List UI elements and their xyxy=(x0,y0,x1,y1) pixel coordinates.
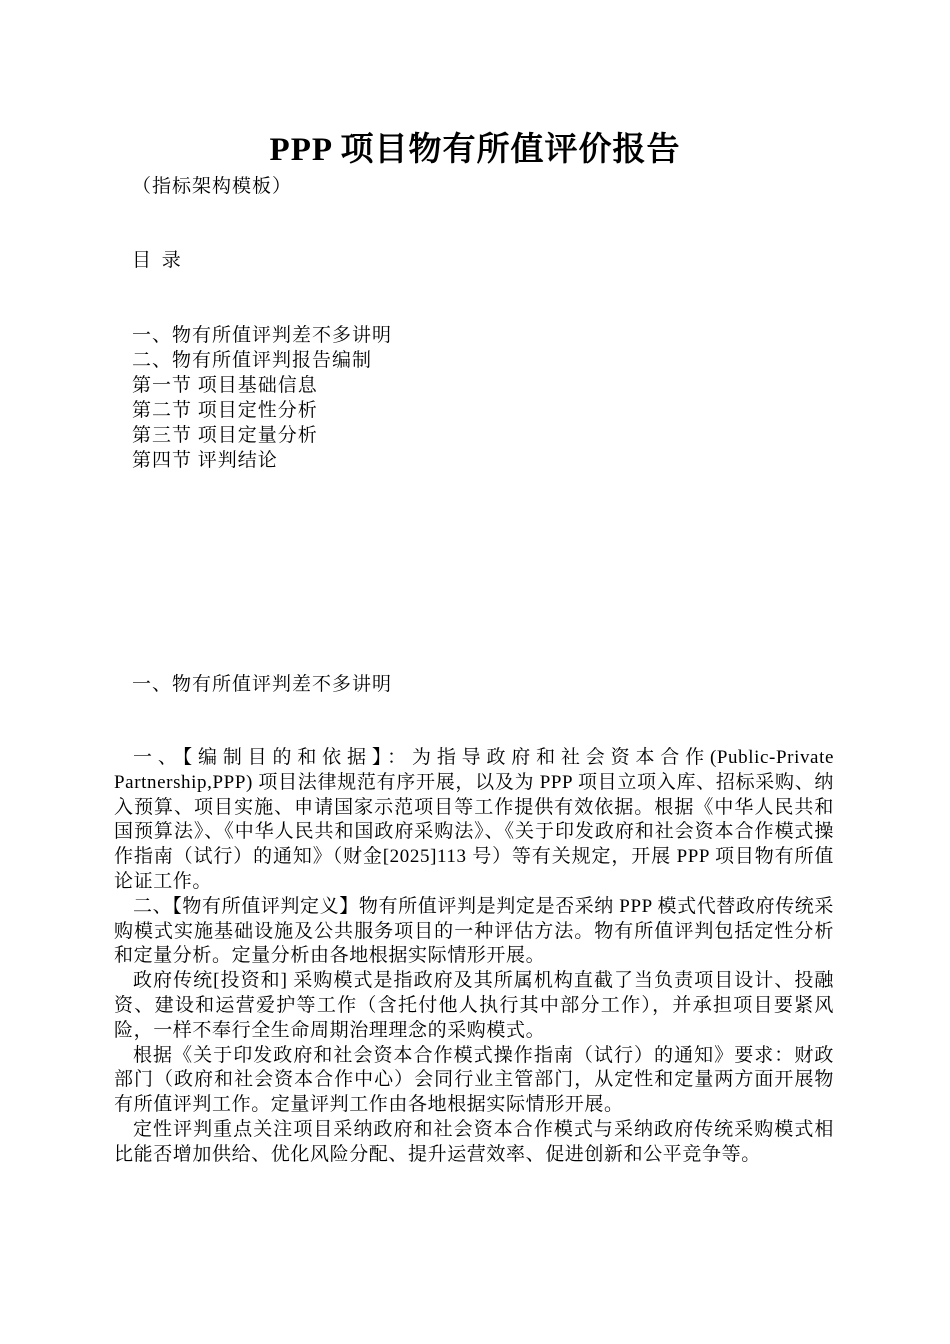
toc-item: 第四节 评判结论 xyxy=(132,450,278,471)
toc-item: 一、物有所值评判差不多讲明 xyxy=(132,325,393,346)
table-of-contents xyxy=(132,323,392,473)
paragraph: 一、【编制目的和依据】：为指导政府和社会资本合作(Public-Private Partnership,PPP) 项目法律规范有序开展，以及为 PPP 项目立项入库、招标采购、纳入预算、项目实施、申请国家示范项目等工作提供有效依据。根据《中华人民共和国预算法》、《中华人民共和国政府采购法》、《关于印发政府和社会资本合作模式操作指南（试行）的通知》（财金[2025]113 号）等有关规定，开展 PPP 项目物有所值论证工作。 xyxy=(114,747,834,892)
paragraph: 二、【物有所值评判定义】物有所值评判是判定是否采纳 PPP 模式代替政府传统采购模式实施基础设施及公共服务项目的一种评估方法。物有所值评判包括定性分析和定量分析。定量分析由各地根据实际情形开展。 xyxy=(114,895,834,967)
paragraph: 根据《关于印发政府和社会资本合作模式操作指南（试行）的通知》要求：财政部门（政府和社会资本合作中心）会同行业主管部门，从定性和定量两方面开展物有所值评判工作。定量评判工作由各地根据实际情形开展。 xyxy=(114,1044,834,1116)
document-subtitle: （指标架构模板） xyxy=(132,176,293,197)
toc-heading: 目 录 xyxy=(132,250,184,271)
toc-item: 第三节 项目定量分析 xyxy=(132,425,318,446)
document-title: PPP 项目物有所值评价报告 xyxy=(269,132,681,168)
section-body xyxy=(114,746,834,1168)
paragraph: 定性评判重点关注项目采纳政府和社会资本合作模式与采纳政府传统采购模式相比能否增加供给、优化风险分配、提升运营效率、促进创新和公平竞争等。 xyxy=(114,1118,834,1165)
toc-item: 第一节 项目基础信息 xyxy=(132,375,318,396)
toc-item: 二、物有所值评判报告编制 xyxy=(132,350,373,371)
paragraph: 政府传统[投资和] 采购模式是指政府及其所属机构直截了当负责项目设计、投融资、建设和运营爱护等工作（含托付他人执行其中部分工作），并承担项目要紧风险，一样不奉行全生命周期治理理念的采购模式。 xyxy=(114,970,834,1041)
section-heading: 一、物有所值评判差不多讲明 xyxy=(132,674,393,695)
toc-item: 第二节 项目定性分析 xyxy=(132,400,318,421)
